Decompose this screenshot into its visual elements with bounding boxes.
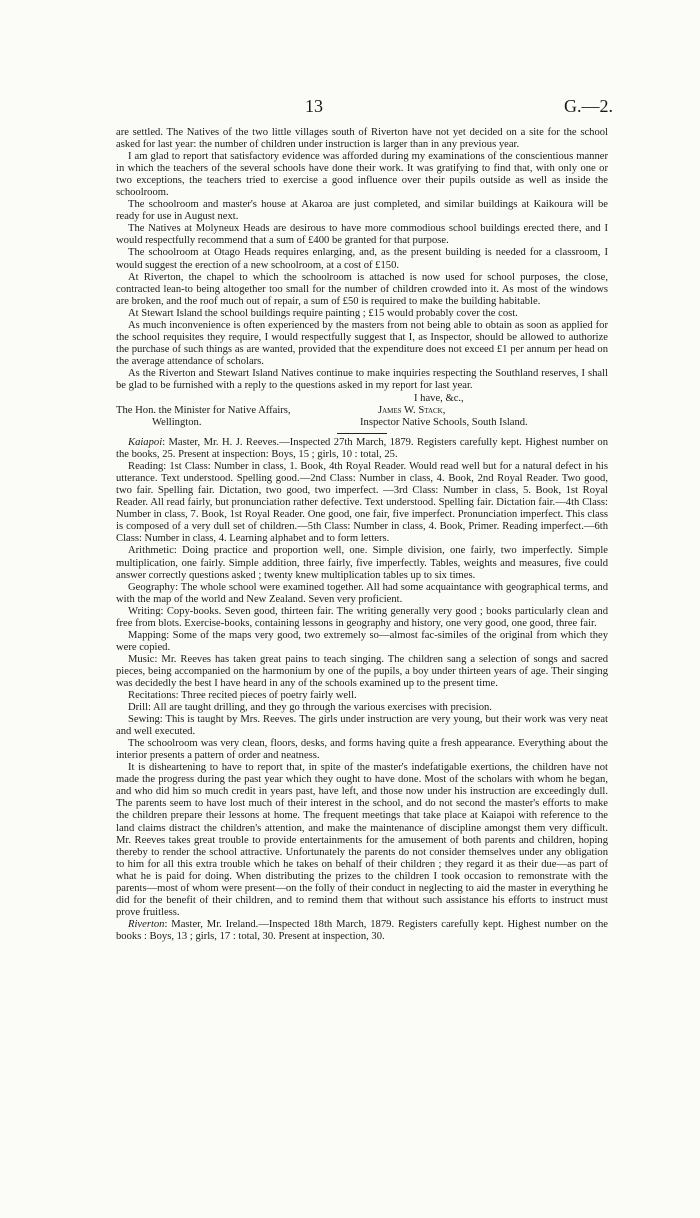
- paragraph: Arithmetic: Doing practice and proportion well, one. Simple division, one fairly, two imperfectly. Simple multiplication, one fairly. Simple addition, three fairly, five imperfectly. Tables, weights and measures, five could answer correctly questions asked ; twenty knew multiplication tables up to six times.: [116, 545, 608, 581]
- paragraph: At Stewart Island the school buildings require painting ; £15 would probably cover the cost.: [128, 307, 518, 319]
- school-name: Riverton: [128, 918, 165, 930]
- paragraph: Drill: All are taught drilling, and they go through the various exercises with precision.: [128, 702, 492, 714]
- paragraph: It is disheartening to have to report that, in spite of the master's indefatigable exertions, the children have not made the progress during the past year which they ought to have done. Most of the scholars with whom he began, and who did him so much credit in years past, have left, and those now under his instruction are exceedingly dull. The parents seem to have lost much of their interest in the school, and do not second the master's efforts to make the children prepare their lessons at home. The frequent meetings that take place at Kaiapoi with reference to the land claims distract the children's attention, and make the maintenance of discipline amongst them very difficult. Mr. Reeves takes great trouble to provide entertainments for the amusement of both parents and children, hoping thereby to render the school attractive. Unfortunately the parents do not consider themselves under any obligation to him for all this extra trouble which he takes on behalf of their children ; they regard it as their due—as part of what he is paid for doing. When distributing the prizes to the children I took occasion to remonstrate with the parents—most of whom were present—on the folly of their conduct in neglecting to aid the master in everything he did for the benefit of their children, and to remind them that without such assistance his efforts to instruct must prove fruitless.: [116, 762, 608, 918]
- paragraph: Mapping: Some of the maps very good, two extremely so—almost fac-similes of the original from which they were copied.: [116, 629, 608, 653]
- paragraph: Reading: 1st Class: Number in class, 1. Book, 4th Royal Reader. Would read well but for a natural defect in his utterance. Text understood. Spelling good.—2nd Class: Number in class, 4. Book, 2nd Royal Reader. Two good, two fair. Spelling fair. Dictation, two good, two imperfect. —3rd Class: Number in class, 5. Book, 1st Royal Reader. All read fairly, but pronunciation rather defective. Text understood. Spelling fair. Dictation fair.—4th Class: Number in class, 7. Book, 1st Royal Reader. One good, one fair, five imperfect. Pronunciation imperfect. This class is composed of a very dull set of children.—5th Class: Number in class, 4. Book, Primer. Reading imperfect.—6th Class: Number in class, 4. Learning alphabet and to form letters.: [116, 461, 608, 545]
- paragraph: Sewing: This is taught by Mrs. Reeves. The girls under instruction are very young, but their work was very neat and well executed.: [116, 714, 608, 738]
- paragraph: At Riverton, the chapel to which the schoolroom is attached is now used for school purposes, the close, contracted lean-to being altogether too small for the number of children crowded into it. As most of the windows are broken, and the roof much out of repair, a sum of £50 is required to make the building habitable.: [116, 271, 608, 307]
- school-summary: : Master, Mr. H. J. Reeves.—Inspected 27th March, 1879. Registers carefully kept. Highest number on the books, 25. Present at inspection: Boys, 15 ; girls, 10 : total, 25.: [116, 437, 608, 461]
- signature-block: [116, 393, 608, 429]
- paragraph: As the Riverton and Stewart Island Natives continue to make inquiries respecting the Southland reserves, I shall be glad to be furnished with a reply to the questions asked in my report for last year.: [116, 367, 608, 391]
- school-report-riverton: [116, 919, 608, 943]
- paragraph: Recitations: Three recited pieces of poetry fairly well.: [128, 690, 357, 702]
- school-name: Kaiapoi: [128, 437, 163, 449]
- addressee-place: Wellington.: [152, 417, 202, 429]
- document-id: G.—2.: [564, 96, 613, 116]
- closing: I have, &c.,: [414, 393, 464, 405]
- paragraph: The schoolroom was very clean, floors, desks, and forms having quite a fresh appearance. Everything about the interior presents a pattern of order and neatness.: [116, 738, 608, 762]
- report-body: [116, 127, 608, 943]
- paragraph: Geography: The whole school were examined together. All had some acquaintance with geographical terms, and with the map of the world and New Zealand. Seven very proficient.: [116, 581, 608, 605]
- signatory-title: Inspector Native Schools, South Island.: [360, 417, 528, 429]
- paragraph: As much inconvenience is often experienced by the masters from not being able to obtain as soon as applied for the school requisites they require, I would respectfully suggest that I, as Inspector, should be allowed to authorize the purchase of such things as are wanted, provided that the expenditure does not exceed £1 per annum per head on the average attendance of scholars.: [116, 319, 608, 367]
- signatory-name: James W. Stack,: [378, 405, 446, 417]
- paragraph: Music: Mr. Reeves has taken great pains to teach singing. The children sang a selection of songs and sacred pieces, being accompanied on the harmonium by one of the pupils, a boy under thirteen years of age. Their singing was decidedly the best I have heard in any of the schools examined up to the present time.: [116, 653, 608, 689]
- page-number: 13: [305, 96, 323, 116]
- paragraph: are settled. The Natives of the two little villages south of Riverton have not yet decided on a site for the school asked for last year: the number of children under instruction is larger than in any previous year.: [116, 127, 608, 151]
- paragraph: The Natives at Molyneux Heads are desirous to have more commodious school buildings erected there, and I would respectfully recommend that a sum of £400 be granted for that purpose.: [116, 223, 608, 247]
- paragraph: Writing: Copy-books. Seven good, thirteen fair. The writing generally very good ; books particularly clean and free from blots. Exercise-books, containing lessons in geography and history, one very good, one good, three fair.: [116, 605, 608, 629]
- school-summary: : Master, Mr. Ireland.—Inspected 18th March, 1879. Registers carefully kept. Highest number on the books : Boys, 13 ; girls, 17 : total, 30. Present at inspection, 30.: [116, 918, 608, 942]
- section-divider: [337, 433, 387, 434]
- paragraph: I am glad to report that satisfactory evidence was afforded during my examinations of the conscientious manner in which the teachers of the several schools have done their work. It was gratifying to find that, with only one or two exceptions, the teachers tried to exercise a good influence over their pupils outside as well as inside the schoolroom.: [116, 151, 608, 199]
- addressee-line: The Hon. the Minister for Native Affairs,: [116, 405, 291, 417]
- school-report-kaiapoi: [116, 437, 608, 461]
- paragraph: The schoolroom and master's house at Akaroa are just completed, and similar buildings at Kaikoura will be ready for use in August next.: [116, 199, 608, 223]
- paragraph: The schoolroom at Otago Heads requires enlarging, and, as the present building is needed for a classroom, I would suggest the erection of a new schoolroom, at a cost of £150.: [116, 247, 608, 271]
